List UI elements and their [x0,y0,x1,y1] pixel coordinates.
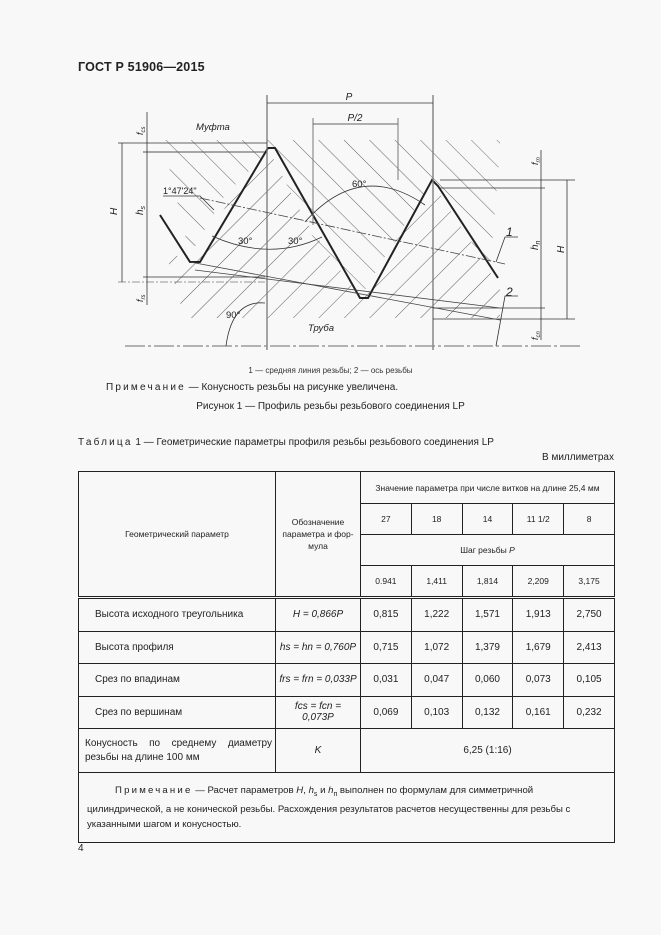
table-note-comma: , [303,785,309,796]
header-pitch: 3,175 [564,566,615,598]
table-title [78,437,494,448]
figure-note [106,382,398,393]
row-value: 1,379 [462,631,513,664]
header-threads: 14 [462,504,513,535]
svg-text:H: H [556,245,567,253]
svg-text:frs: $f_{rs}$ [135,294,147,302]
row-value: 1,679 [513,631,564,664]
svg-text:1: 1 [506,225,513,239]
row-param: Срез по вершинам [79,696,276,729]
row-value: 1,571 [462,598,513,632]
header-pitch-label [361,535,615,566]
header-threads: 18 [411,504,462,535]
header-value-group: Значение параметра при числе витков на длине 25,4 мм [361,472,615,504]
symbol-hn-sub: п [333,790,338,798]
document-header: ГОСТ Р 51906—2015 [78,60,205,74]
header-param: Геометрический параметр [79,472,276,598]
figure-note-text: — Конусность резьбы на рисунке увеличена. [185,382,399,393]
header-formula: Обозначение параметра и фор-мула [276,472,361,598]
svg-text:fcn: $f_{cn}$ [530,331,542,340]
table-units: В миллиметрах [542,452,614,463]
row-param: Срез по впадинам [79,664,276,697]
svg-text:H: H [109,207,120,215]
svg-text:hn: $h_n$ [530,240,542,250]
header-threads: 8 [564,504,615,535]
row-value: 0,105 [564,664,615,697]
table-row [79,631,615,664]
symbol-H: H [296,785,304,796]
row-value: 2,750 [564,598,615,632]
row-value: 0,232 [564,696,615,729]
symbol-hs-sub: s [313,790,318,798]
svg-text:P/2: P/2 [347,113,363,124]
row-value: 0,073 [513,664,564,697]
svg-text:Муфта: Муфта [196,122,230,133]
svg-text:90°: 90° [226,310,241,321]
header-threads: 11 1/2 [513,504,564,535]
table-note-text: — Расчет параметров [192,785,297,796]
table-note-label: Примечание [115,785,193,796]
header-threads: 27 [361,504,412,535]
row-param: Высота профиля [79,631,276,664]
header-pitch: 1,411 [411,566,462,598]
svg-text:30°: 30° [238,236,253,247]
row-value: 1,913 [513,598,564,632]
figure-caption: Рисунок 1 — Профиль резьбы резьбового соединения LP [196,401,465,412]
row-formula: H = 0,866P [276,598,361,632]
taper-formula: K [276,729,361,773]
header-pitch: 1,814 [462,566,513,598]
table-title-text: 1 — Геометрические параметры профиля резьбы резьбового соединения LP [132,437,494,448]
svg-text:2: 2 [506,285,513,299]
figure-legend: 1 — средняя линия резьбы; 2 — ось резьбы [248,366,413,375]
svg-text:30°: 30° [288,236,303,247]
taper-param: Конусность по среднему диаметру резьбы на длине 100 мм [79,729,276,773]
row-value: 2,413 [564,631,615,664]
row-value: 0,132 [462,696,513,729]
row-value: 0,103 [411,696,462,729]
row-value: 1,072 [411,631,462,664]
svg-text:frn: $f_{rn}$ [530,157,542,165]
thread-profile-figure [0,0,661,380]
table-row [79,598,615,632]
table-title-label: Таблица [78,437,133,448]
parameters-table [78,471,615,843]
row-formula: hs = hn = 0,760P [276,631,361,664]
header-pitch: 0.941 [361,566,412,598]
row-value: 0,047 [411,664,462,697]
row-param: Высота исходного треугольника [79,598,276,632]
header-pitch: 2,209 [513,566,564,598]
svg-text:1°47'24": 1°47'24" [163,186,197,196]
page-number: 4 [78,843,84,854]
symbol-hn: h [328,785,334,796]
svg-text:Труба: Труба [308,323,335,334]
row-value: 0,060 [462,664,513,697]
row-value: 0,031 [361,664,412,697]
svg-text:hs: $h_s$ [135,205,147,215]
taper-value: 6,25 (1:16) [361,729,615,773]
table-row [79,664,615,697]
row-value: 0,161 [513,696,564,729]
svg-text:P: P [345,92,353,103]
row-value: 1,222 [411,598,462,632]
figure-note-label: Примечание [106,382,186,393]
symbol-hs: h [308,785,314,796]
taper-row [79,729,615,773]
pitch-symbol: P [509,545,515,555]
table-note [79,773,615,843]
table-note-text-2: выполнен по формулам для симметричной цилиндрической, а не конической резьбы. Расхождения результатов расчетов несущественны для резьбы с указанными шагом и конусностью. [87,785,571,830]
row-formula: fcs = fcn = 0,073P [276,696,361,729]
svg-text:60°: 60° [352,179,367,190]
row-value: 0,815 [361,598,412,632]
row-value: 0,069 [361,696,412,729]
svg-text:fcs: $f_{cs}$ [135,126,147,135]
table-note-and: и [317,785,329,796]
row-value: 0,715 [361,631,412,664]
pitch-label-text: Шаг резьбы [460,545,507,555]
table-row [79,696,615,729]
row-formula: frs = frn = 0,033P [276,664,361,697]
